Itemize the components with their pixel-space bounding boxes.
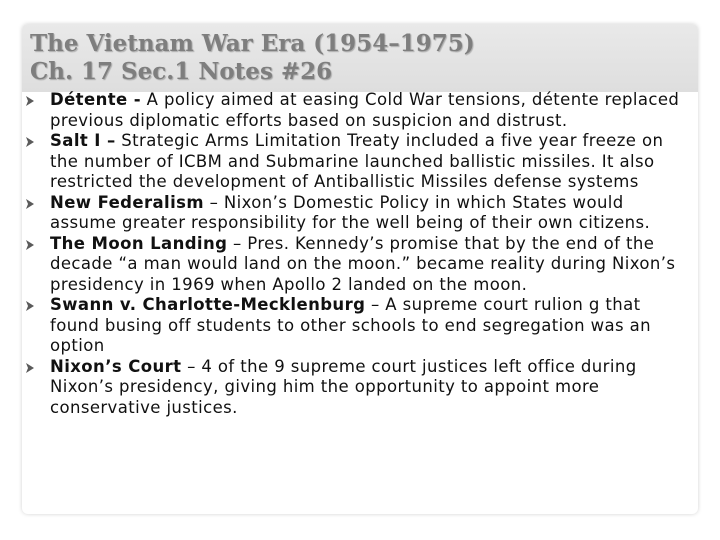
arrow-bullet-icon [25, 198, 35, 210]
bullet-nixons-court [0, 357, 690, 419]
bullet-swann [0, 295, 690, 357]
slide-title [30, 30, 475, 86]
bullet-term: Salt I – [50, 131, 116, 150]
title-line-2: Ch. 17 Sec.1 Notes #26 [30, 58, 333, 85]
bullet-description: – A supreme court rulion g that found busing off students to other schools to end segregation was an option [50, 295, 652, 355]
arrow-bullet-icon [25, 300, 35, 312]
arrow-bullet-icon [25, 136, 35, 148]
bullet-text [50, 357, 690, 419]
title-line-1: The Vietnam War Era (1954–1975) [30, 30, 475, 57]
bullet-description: – 4 of the 9 supreme court justices left office during Nixon’s presidency, giving him the opportunity to appoint more conservative justices. [50, 356, 637, 417]
bullet-salt-i [0, 131, 690, 193]
bullet-text [50, 131, 690, 193]
bullet-term: Swann v. Charlotte-Mecklenburg [50, 295, 366, 314]
bullet-term: Détente - [50, 90, 141, 109]
bullet-description: – Nixon’s Domestic Policy in which States would assume greater responsibility for the well being of their own citizens. [50, 192, 651, 232]
bullet-moon-landing [0, 234, 690, 296]
bullet-text [50, 234, 690, 296]
bullet-description: – Pres. Kennedy’s promise that by the end of the decade “a man would land on the moon.” became reality during Nixon’s presidency in 1969 when Apollo 2 landed on the moon. [50, 233, 676, 294]
bullet-term: Nixon’s Court [50, 356, 182, 376]
bullet-detente [0, 90, 690, 131]
bullet-description: A policy aimed at easing Cold War tensions, détente replaced previous diplomatic efforts based on suspicion and distrust. [50, 90, 680, 130]
arrow-bullet-icon [25, 95, 35, 107]
bullet-new-federalism [0, 193, 690, 234]
bullet-text [50, 295, 690, 357]
bullet-text [50, 193, 690, 234]
bullet-description: Strategic Arms Limitation Treaty included a five year freeze on the number of ICBM and Submarine launched ballistic missiles. It also restricted the development of Antiballistic Missiles defense systems [50, 131, 664, 191]
bullet-text [50, 90, 690, 131]
bullet-term: New Federalism [50, 192, 204, 212]
bullet-term: The Moon Landing [50, 233, 228, 253]
arrow-bullet-icon [25, 362, 35, 374]
bullet-list [0, 90, 720, 418]
arrow-bullet-icon [25, 239, 35, 251]
